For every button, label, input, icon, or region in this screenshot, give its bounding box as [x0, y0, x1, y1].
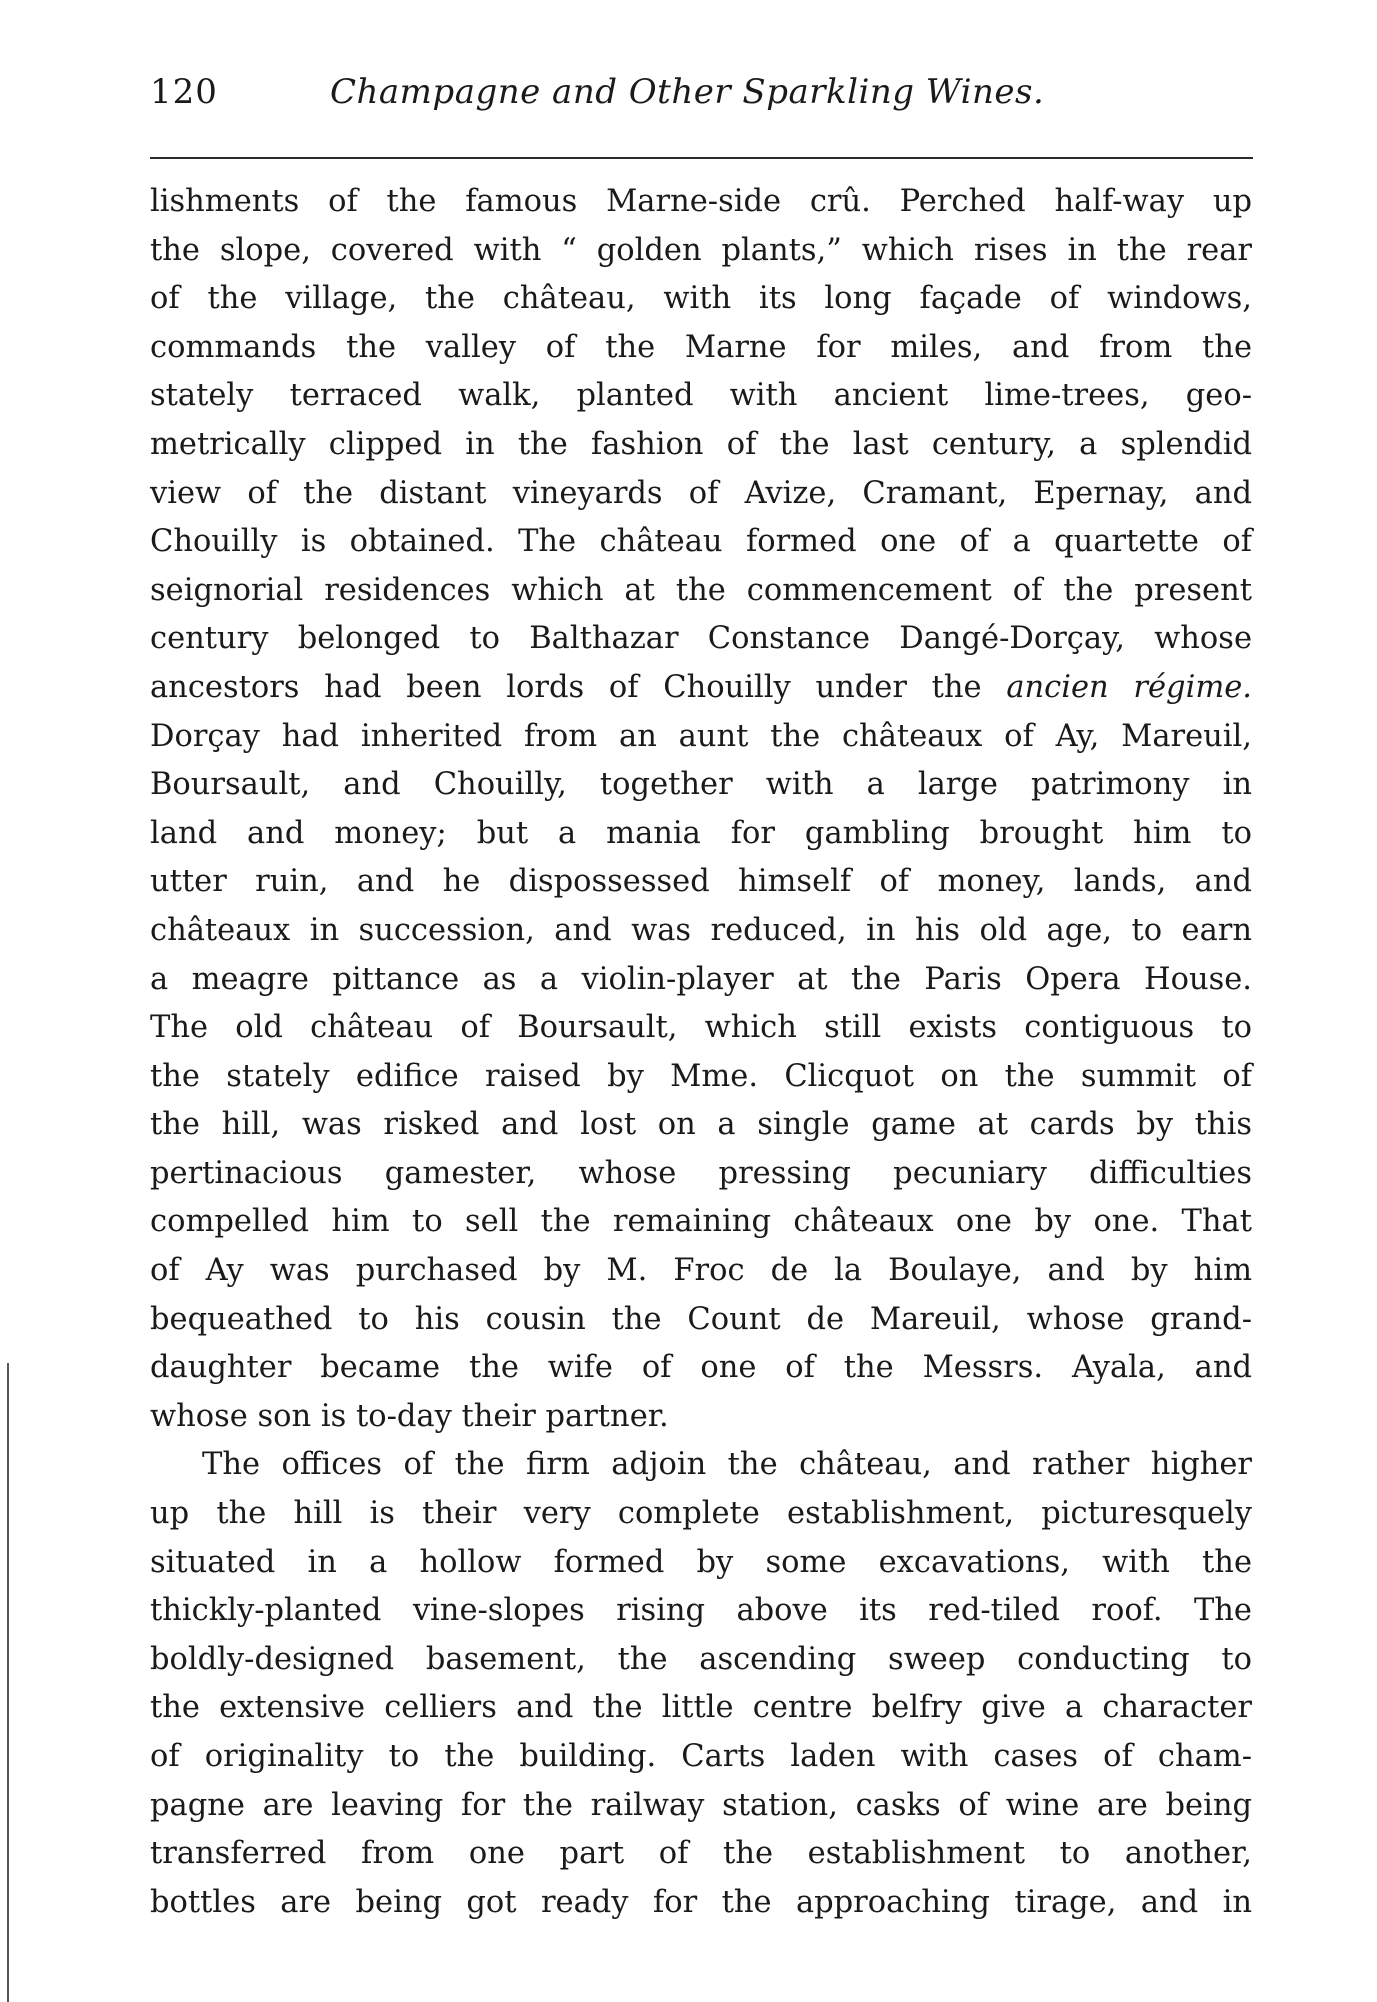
text-line: lishments of the famous Marne-side crû. Perched half-way up	[150, 184, 1252, 219]
page-number: 120	[150, 72, 218, 112]
text-line: châteaux in succession, and was reduced, in his old age, to earn	[150, 912, 1252, 948]
text-line: pertinacious gamester, whose pressing pecuniary difficulties	[150, 1155, 1252, 1191]
text-line: Boursault, and Chouilly, together with a large patrimony in	[150, 767, 1252, 803]
text-line: century belonged to Balthazar Constance Dangé-Dorçay, whose	[150, 621, 1252, 657]
text-line: The old château of Boursault, which still exists contiguous to	[150, 1010, 1252, 1046]
text-line: daughter became the wife of one of the Messrs. Ayala, and	[150, 1350, 1252, 1386]
text-line-start: ancestors had been lords of Chouilly under the	[150, 669, 1007, 705]
text-line: a meagre pittance as a violin-player at the Paris Opera House.	[150, 961, 1252, 997]
text-line: The offices of the firm adjoin the château, and rather higher	[202, 1447, 1252, 1483]
text-line: utter ruin, and he dispossessed himself of money, lands, and	[150, 864, 1252, 900]
text-line: metrically clipped in the fashion of the last century, a splendid	[150, 426, 1252, 462]
text-line: compelled him to sell the remaining châteaux one by one. That	[150, 1204, 1252, 1240]
text-line: Chouilly is obtained. The château formed one of a quartette of	[150, 524, 1252, 560]
text-line: commands the valley of the Marne for miles, and from the	[150, 329, 1252, 365]
paragraph-1	[150, 178, 1252, 1441]
text-line: the stately edifice raised by Mme. Clicquot on the summit of	[150, 1058, 1252, 1094]
text-line: whose son is to-day their partner.	[150, 1398, 669, 1434]
text-line: the slope, covered with “ golden plants,” which rises in the rear	[150, 232, 1252, 268]
text-line: stately terraced walk, planted with ancient lime-trees, geo-	[150, 378, 1252, 414]
text-line: bequeathed to his cousin the Count de Mareuil, whose grand-	[150, 1301, 1252, 1337]
text-line: Dorçay had inherited from an aunt the châteaux of Ay, Mareuil,	[150, 718, 1252, 754]
text-line: up the hill is their very complete establishment, picturesquely	[150, 1496, 1252, 1532]
text-line: situated in a hollow formed by some excavations, with the	[150, 1544, 1252, 1580]
text-line: of originality to the building. Carts laden with cases of cham-	[150, 1739, 1252, 1774]
text-line: thickly-planted vine-slopes rising above its red-tiled roof. The	[150, 1593, 1252, 1629]
running-title: Champagne and Other Sparkling Wines.	[330, 72, 1045, 112]
text-line: view of the distant vineyards of Avize, Cramant, Epernay, and	[150, 475, 1252, 511]
italic-phrase: ancien régime.	[1006, 669, 1252, 705]
text-line: of Ay was purchased by M. Froc de la Boulaye, and by him	[150, 1253, 1252, 1289]
text-line: land and money; but a mania for gambling brought him to	[150, 815, 1252, 851]
text-line: the hill, was risked and lost on a single game at cards by this	[150, 1107, 1252, 1143]
body-text	[150, 178, 1252, 1927]
text-line: bottles are being got ready for the approaching tirage, and in	[150, 1884, 1252, 1920]
text-line-with-italic	[150, 664, 1252, 713]
binding-edge-line	[7, 1363, 9, 2002]
paragraph-2	[150, 1441, 1252, 1927]
text-line: boldly-designed basement, the ascending sweep conducting to	[150, 1641, 1252, 1677]
page-header	[150, 72, 1250, 124]
text-line: the extensive celliers and the little centre belfry give a character	[150, 1690, 1252, 1726]
text-line: transferred from one part of the establishment to another,	[150, 1836, 1252, 1872]
text-line: pagne are leaving for the railway station, casks of wine are being	[150, 1787, 1252, 1823]
text-line: seignorial residences which at the commencement of the present	[150, 572, 1252, 608]
header-rule	[150, 157, 1253, 159]
text-line: of the village, the château, with its long façade of windows,	[150, 281, 1252, 317]
